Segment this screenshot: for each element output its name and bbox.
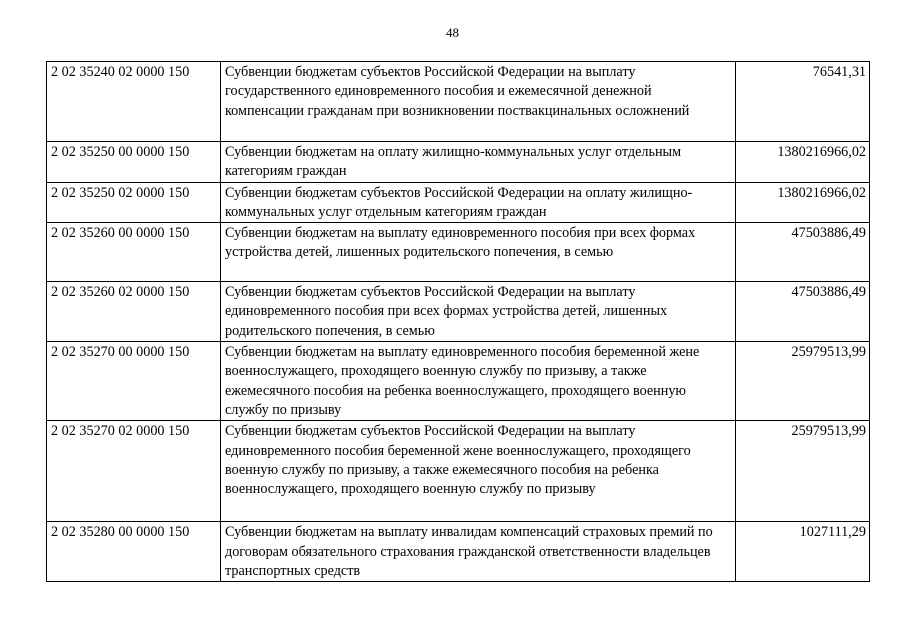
budget-description: Субвенции бюджетам на выплату единовременного пособия при всех формах устройства детей, лишенных родительского попечения, в семью	[221, 223, 736, 282]
budget-code: 2 02 35280 00 0000 150	[47, 522, 221, 582]
table-row	[47, 522, 870, 582]
budget-code: 2 02 35240 02 0000 150	[47, 62, 221, 142]
budget-description: Субвенции бюджетам субъектов Российской Федерации на оплату жилищно-коммунальных услуг отдельным категориям граждан	[221, 182, 736, 223]
budget-amount: 76541,31	[736, 62, 870, 142]
budget-amount: 1380216966,02	[736, 182, 870, 223]
table-row	[47, 342, 870, 421]
budget-amount: 25979513,99	[736, 342, 870, 421]
table-row	[47, 282, 870, 342]
budget-amount: 1027111,29	[736, 522, 870, 582]
budget-code: 2 02 35260 02 0000 150	[47, 282, 221, 342]
budget-table	[46, 61, 870, 582]
budget-amount: 47503886,49	[736, 282, 870, 342]
budget-description: Субвенции бюджетам на выплату инвалидам компенсаций страховых премий по договорам обязательного страхования гражданской ответственности владельцев транспортных средств	[221, 522, 736, 582]
budget-description: Субвенции бюджетам субъектов Российской Федерации на выплату государственного единовременного пособия и ежемесячной денежной компенсации гражданам при возникновении поствакцинальных осложнений	[221, 62, 736, 142]
table-row	[47, 142, 870, 183]
page-number: 48	[446, 25, 459, 40]
budget-description: Субвенции бюджетам на оплату жилищно-коммунальных услуг отдельным категориям граждан	[221, 142, 736, 183]
budget-amount: 25979513,99	[736, 421, 870, 522]
table-row	[47, 223, 870, 282]
budget-code: 2 02 35250 02 0000 150	[47, 182, 221, 223]
table-row	[47, 182, 870, 223]
budget-amount: 1380216966,02	[736, 142, 870, 183]
table-row	[47, 421, 870, 522]
table-row	[47, 62, 870, 142]
budget-description: Субвенции бюджетам субъектов Российской Федерации на выплату единовременного пособия при всех формах устройства детей, лишенных родительского попечения, в семью	[221, 282, 736, 342]
budget-amount: 47503886,49	[736, 223, 870, 282]
budget-description: Субвенции бюджетам субъектов Российской Федерации на выплату единовременного пособия беременной жене военнослужащего, проходящего военную службу по призыву, а также ежемесячного пособия на ребенка военнослужащего, проходящего военную службу по призыву	[221, 421, 736, 522]
budget-code: 2 02 35250 00 0000 150	[47, 142, 221, 183]
budget-code: 2 02 35260 00 0000 150	[47, 223, 221, 282]
budget-description: Субвенции бюджетам на выплату единовременного пособия беременной жене военнослужащего, проходящего военную службу по призыву, а также ежемесячного пособия на ребенка военнослужащего, проходящего военную службу по призыву	[221, 342, 736, 421]
budget-code: 2 02 35270 00 0000 150	[47, 342, 221, 421]
budget-code: 2 02 35270 02 0000 150	[47, 421, 221, 522]
